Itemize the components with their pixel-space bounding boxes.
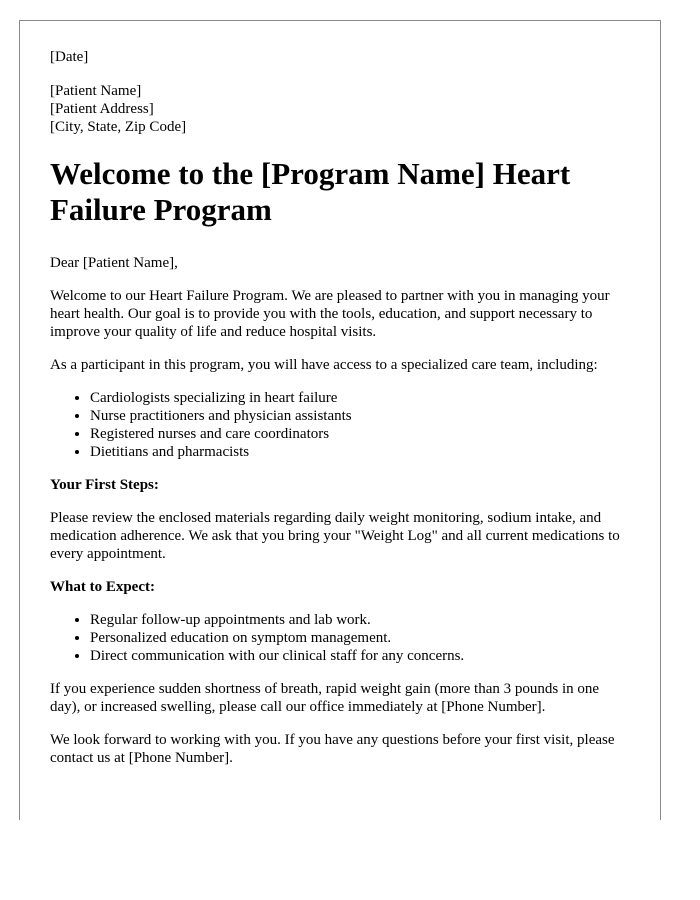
letter-date: [Date] [50, 49, 89, 65]
list-item: • Registered nurses and care coordinators [90, 425, 620, 443]
expectations-list [50, 611, 620, 665]
city-state-zip: [City, State, Zip Code] [50, 119, 187, 135]
letter-content [50, 48, 620, 782]
first-steps-heading: Your First Steps: [50, 477, 159, 493]
greeting: Dear [Patient Name], [50, 255, 178, 271]
list-item: • Dietitians and pharmacists [90, 443, 620, 461]
closing-paragraph: We look forward to working with you. If you have any questions before your first visit, please contact us at [Phone Number]. [50, 732, 615, 766]
letter-title: Welcome to the [Program Name] Heart Failure Program [50, 156, 571, 227]
list-item: • Regular follow-up appointments and lab work. [90, 611, 620, 629]
list-item: • Cardiologists specializing in heart failure [90, 389, 620, 407]
first-steps-paragraph: Please review the enclosed materials regarding daily weight monitoring, sodium intake, and medication adherence. We ask that you bring your "Weight Log" and all current medications to every appointment. [50, 510, 620, 562]
list-item: • Direct communication with our clinical staff for any concerns. [90, 647, 620, 665]
address-block [50, 82, 620, 136]
letter-page [19, 20, 661, 820]
list-item: • Personalized education on symptom management. [90, 629, 620, 647]
list-item: • Nurse practitioners and physician assistants [90, 407, 620, 425]
date-block [50, 48, 620, 66]
patient-address: [Patient Address] [50, 101, 154, 117]
care-team-paragraph: As a participant in this program, you will have access to a specialized care team, including: [50, 357, 598, 373]
expect-heading: What to Expect: [50, 579, 155, 595]
care-team-list [50, 389, 620, 461]
urgent-paragraph: If you experience sudden shortness of breath, rapid weight gain (more than 3 pounds in one day), or increased swelling, please call our office immediately at [Phone Number]. [50, 681, 600, 715]
intro-paragraph: Welcome to our Heart Failure Program. We are pleased to partner with you in managing your heart health. Our goal is to provide you with the tools, education, and support necessary to improve your quality of life and reduce hospital visits. [50, 288, 610, 340]
patient-name: [Patient Name] [50, 83, 142, 99]
